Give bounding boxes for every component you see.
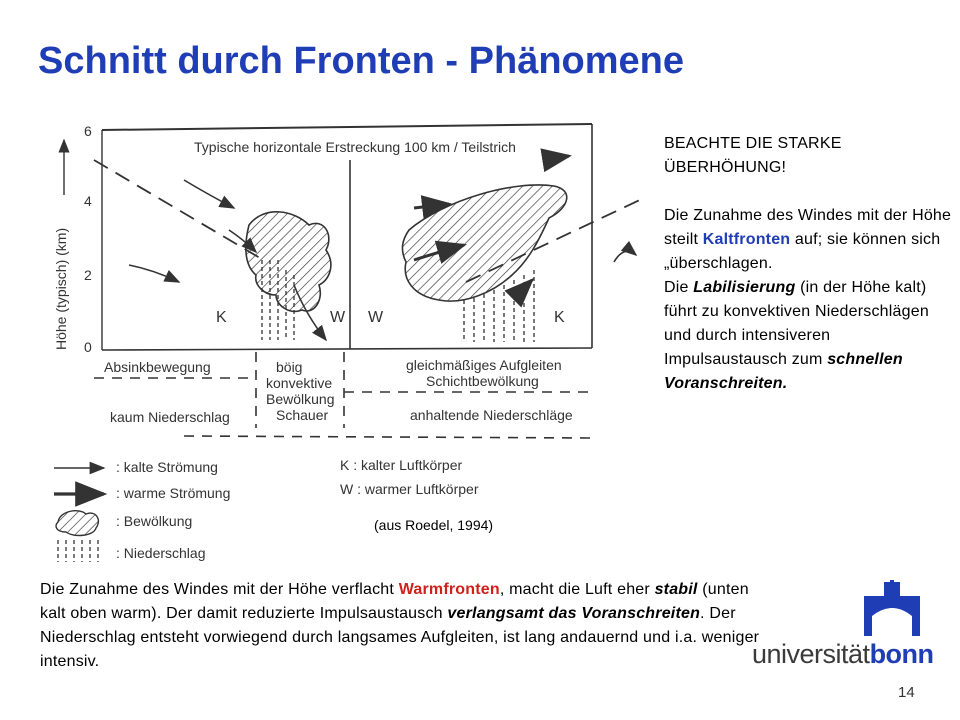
side-note-line-1: BEACHTE DIE STARKE — [664, 135, 842, 152]
warm-front-explanation — [40, 578, 760, 674]
keyword-stabil: stabil — [654, 581, 698, 598]
side-note-paragraph-labilisierung — [664, 276, 954, 396]
cold-front-cloud — [246, 212, 331, 312]
keyword-verlangsamt: verlangsamt das Voranschreiten — [447, 605, 701, 622]
zone-mid-line-1: böig — [276, 359, 303, 375]
air-mass-w-left: W — [330, 309, 346, 326]
body-text: . Der Niederschlag entsteht vorwiegend durch langsames Aufgleiten, ist lang andauernd und i.a. weniger intensiv. — [40, 605, 760, 670]
keyword-schnellen-voranschreiten: schnellen Voranschreiten. — [664, 351, 903, 392]
side-note-paragraph-cold-front — [664, 204, 954, 276]
keyword-kaltfronten: Kaltfronten — [702, 231, 791, 248]
diagram-header: Typische horizontale Erstreckung 100 km / Teilstrich — [194, 139, 516, 155]
body-text: Die Zunahme des Windes mit der Höhe verflacht — [40, 581, 399, 598]
y-tick-0: 0 — [84, 339, 92, 355]
air-mass-w-right: W — [368, 309, 384, 326]
warm-front-paragraph — [40, 578, 760, 674]
legend-w-definition: W : warmer Luftkörper — [340, 481, 479, 497]
university-building-icon — [864, 580, 924, 638]
warm-front-cloud — [402, 185, 566, 301]
side-note-text: (in der Höhe kalt) führt zu konvektiven Niederschlägen und durch intensiveren Impulsaustausch zum — [664, 279, 929, 368]
zone-right-line-1: gleichmäßiges Aufgleiten — [406, 357, 562, 373]
wordmark-universitaet: universität — [752, 639, 870, 669]
air-mass-k-right: K — [554, 309, 565, 326]
y-axis-label: Höhe (typisch) (km) — [53, 227, 69, 350]
zone-right-line-3: anhaltende Niederschläge — [410, 407, 573, 423]
university-logo — [752, 580, 934, 670]
body-text: (unten kalt oben warm). Der damit reduzierte Impulsaustausch — [40, 581, 749, 622]
keyword-labilisierung: Labilisierung — [693, 279, 796, 296]
zone-left-line-2: kaum Niederschlag — [110, 409, 230, 425]
body-text: , macht die Luft eher — [499, 581, 655, 598]
side-note — [664, 132, 954, 396]
zone-right-line-2: Schichtbewölkung — [426, 373, 539, 389]
y-tick-6: 6 — [84, 123, 92, 139]
legend-clouds: : Bewölkung — [116, 513, 193, 529]
y-axis — [53, 123, 102, 355]
side-note-text: auf; sie können sich „überschlagen. — [664, 231, 941, 272]
page-number: 14 — [898, 684, 915, 701]
legend-precipitation: : Niederschlag — [116, 545, 206, 561]
frontal-boundaries — [94, 160, 644, 282]
legend-warm-flow: : warme Strömung — [116, 485, 231, 501]
y-tick-4: 4 — [84, 193, 92, 209]
side-note-line-2: ÜBERHÖHUNG! — [664, 159, 787, 176]
zone-left-line-1: Absinkbewegung — [104, 359, 211, 375]
air-mass-k-left: K — [216, 309, 227, 326]
slide-title: Schnitt durch Fronten - Phänomene — [38, 40, 685, 82]
zone-mid-line-3: Bewölkung — [266, 391, 335, 407]
front-cross-section-diagram — [44, 100, 656, 570]
university-wordmark — [752, 639, 934, 670]
legend-cold-flow: : kalte Strömung — [116, 459, 218, 475]
zone-mid-line-2: konvektive — [266, 375, 333, 391]
legend-k-definition: K : kalter Luftkörper — [340, 457, 463, 473]
wordmark-bonn: bonn — [869, 639, 934, 669]
diagram-source: (aus Roedel, 1994) — [374, 517, 494, 533]
zone-mid-line-4: Schauer — [276, 407, 329, 423]
side-note-text: Die — [664, 279, 694, 296]
legend — [54, 457, 479, 562]
keyword-warmfronten: Warmfronten — [398, 581, 500, 598]
side-note-text: Die Zunahme des Windes mit der Höhe steilt — [664, 207, 952, 248]
y-tick-2: 2 — [84, 267, 92, 283]
